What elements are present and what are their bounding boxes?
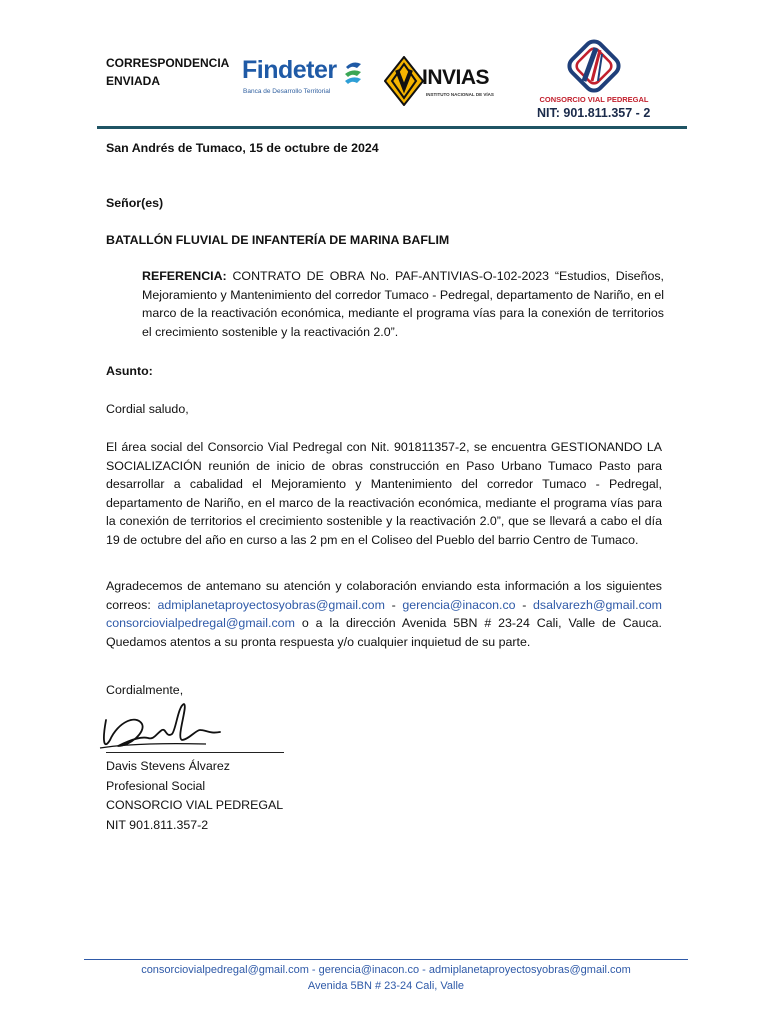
- reference-paragraph: [142, 267, 664, 341]
- invias-logo: [384, 56, 492, 106]
- consorcio-logo-name: CONSORCIO VIAL PEDREGAL: [539, 95, 649, 104]
- header-divider: [97, 126, 687, 129]
- letter-closing: Cordialmente,: [106, 683, 184, 697]
- letter-date: San Andrés de Tumaco, 15 de octubre de 2024: [106, 141, 379, 155]
- subject-label: Asunto:: [106, 364, 153, 378]
- email-link-consorcio[interactable]: consorciovialpedregal@gmail.com: [106, 616, 295, 631]
- signature-line: [106, 752, 284, 753]
- invias-logo-tagline: INSTITUTO NACIONAL DE VÍAS: [426, 92, 494, 97]
- reference-label: REFERENCIA:: [142, 269, 227, 283]
- correspondence-line-2: ENVIADA: [106, 74, 161, 88]
- thanks-paragraph: [106, 577, 662, 651]
- signer-organization: CONSORCIO VIAL PEDREGAL: [106, 798, 284, 812]
- consorcio-road-emblem-icon: [538, 36, 650, 96]
- findeter-logo-tagline: Banca de Desarrollo Territorial: [243, 88, 331, 95]
- reference-text: CONTRATO DE OBRA No. PAF-ANTIVIAS-O-102-2023 “Estudios, Diseños, Mejoramiento y Mantenimiento del corredor Tumaco - Pedregal, departamento de Nariño, en el marco de la reactivación económica, mediante el programa vías para la conexión de territorios el crecimiento sostenible y la reactivación 2.0”.: [142, 269, 664, 339]
- findeter-logo-name: Findeter: [242, 56, 337, 84]
- invias-logo-name: INVIAS: [422, 66, 490, 89]
- body-paragraph: El área social del Consorcio Vial Pedregal con Nit. 901811357-2, se encuentra GESTIONANDO LA SOCIALIZACIÓN reunión de inicio de obras construcción en Paso Urbano Tumaco Pasto para desarrollar a cabalidad el Mejoramiento y Mantenimiento del corredor Tumaco - Pedregal, departamento de Nariño, en el marco de la reactivación económica, mediante el programa vías para la conexión de territorios el crecimiento sostenible y la reactivación 2.0”, que se llevará a cabo el día 19 de octubre del año en curso a las 2 pm en el Coliseo del Pueblo del barrio Centro de Tumaco.: [106, 440, 662, 547]
- signer-block: [106, 757, 283, 835]
- email-separator: -: [384, 597, 403, 612]
- invias-diamond-icon: [384, 56, 424, 106]
- email-separator: -: [515, 597, 534, 612]
- letter-recipient: BATALLÓN FLUVIAL DE INFANTERÍA DE MARINA BAFLIM: [106, 233, 450, 247]
- email-link-dsalvarezh[interactable]: dsalvarezh@gmail.com: [533, 597, 662, 612]
- handwritten-signature-icon: [96, 700, 226, 756]
- footer-address: Avenida 5BN # 23-24 Cali, Valle: [307, 979, 465, 992]
- letter-greeting: Cordial saludo,: [106, 402, 189, 416]
- findeter-swoosh-icon: [342, 59, 364, 89]
- thanks-outro: o a la dirección Avenida 5BN # 23-24 Cali, Valle de Cauca. Quedamos atentos a su pronta respuesta y/o cualquier inquietud de su parte.: [106, 616, 662, 649]
- letter-salutation: Señor(es): [106, 196, 164, 210]
- findeter-logo: [241, 55, 366, 101]
- correspondence-label: [106, 54, 229, 90]
- signer-nit: NIT 901.811.357-2: [106, 817, 209, 832]
- email-link-planeta[interactable]: admiplanetaproyectosyobras@gmail.com: [157, 597, 385, 612]
- footer-divider: [84, 959, 688, 960]
- header-nit: NIT: 901.811.357 - 2: [537, 106, 651, 120]
- thanks-intro: Agradecemos de antemano su atención y colaboración enviando esta información a los siguientes correos:: [106, 579, 662, 612]
- page-footer: [84, 963, 688, 994]
- signer-role: Profesional Social: [106, 778, 206, 793]
- signer-name: Davis Stevens Álvarez: [106, 759, 230, 773]
- correspondence-line-1: CORRESPONDENCIA: [106, 56, 230, 70]
- email-link-gerencia[interactable]: gerencia@inacon.co: [402, 597, 516, 612]
- footer-emails: consorciovialpedregal@gmail.com - gerencia@inacon.co - admiplanetaproyectosyobras@gmail.com: [141, 964, 631, 976]
